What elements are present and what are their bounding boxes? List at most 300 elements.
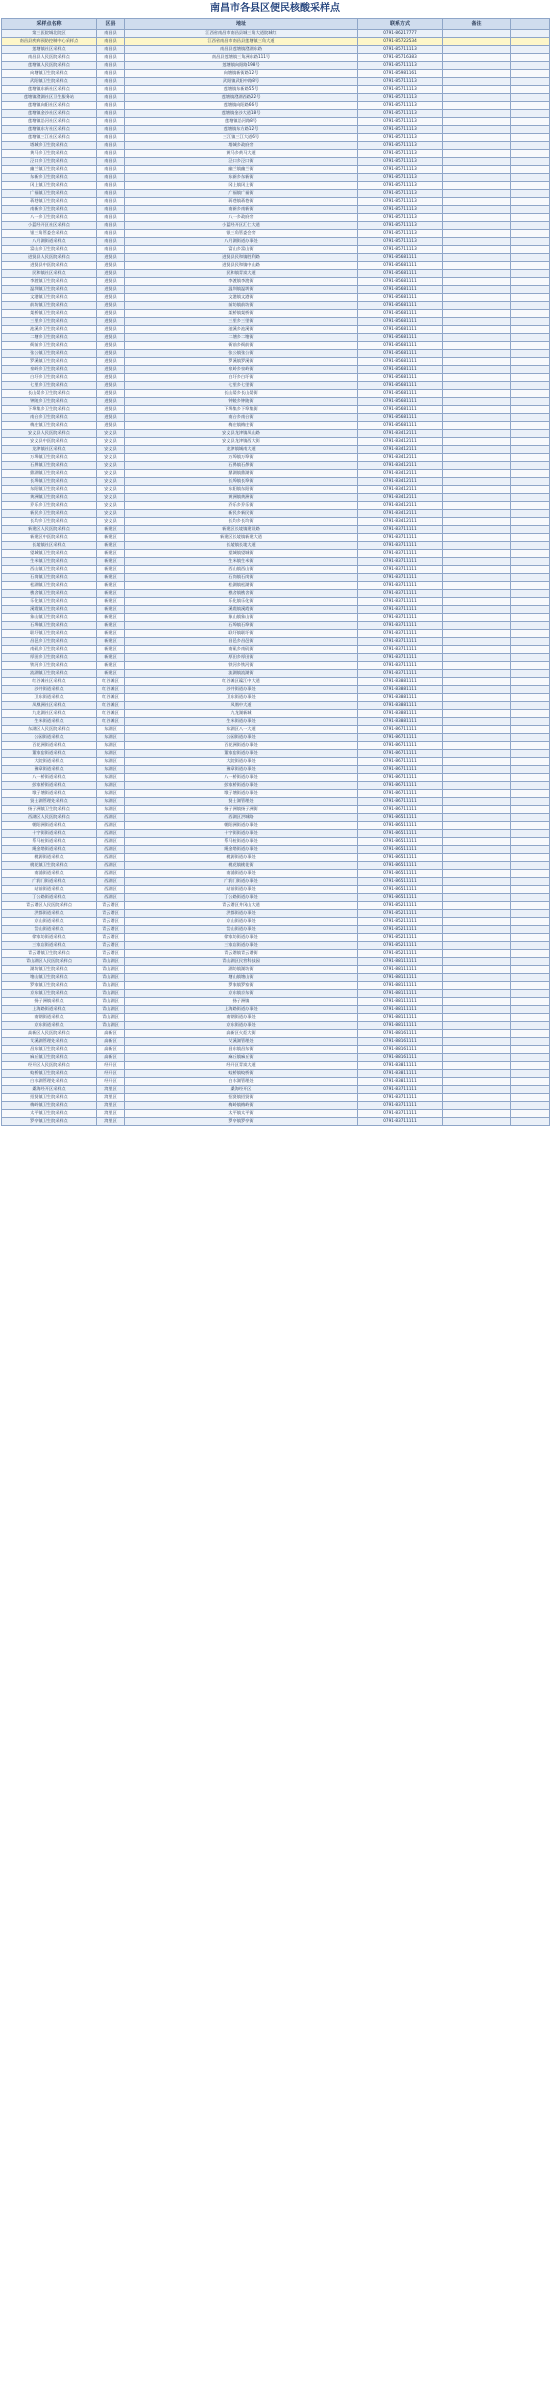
contact-cell: 0791-88111111 [358, 990, 443, 998]
address-cell: 莲塘镇东新路55号 [125, 86, 358, 94]
table-row [2, 286, 550, 294]
note-cell [443, 726, 511, 734]
site-name-cell: 绳金塔街道采样点 [2, 846, 97, 854]
contact-cell: 0791-85681111 [358, 310, 443, 318]
address-cell: 向塘镇新街路12号 [125, 70, 358, 78]
table-row [2, 1022, 550, 1030]
table-row [2, 662, 550, 670]
table-row [2, 878, 550, 886]
address-cell: 联圩镇联圩街 [125, 630, 358, 638]
district-cell: 南昌县 [97, 238, 125, 246]
table-row [2, 566, 550, 574]
table-row [2, 1006, 550, 1014]
table-header-row [2, 19, 550, 30]
contact-cell: 0791-86711111 [358, 766, 443, 774]
extra-cell [511, 926, 550, 934]
note-cell [443, 990, 511, 998]
address-cell: 太平镇太平街 [125, 1110, 358, 1118]
address-cell: 西湖区洪城路 [125, 814, 358, 822]
table-row [2, 1094, 550, 1102]
extra-cell [511, 102, 550, 110]
district-cell: 湾里区 [97, 1118, 125, 1126]
site-name-cell: 卫东街道采样点 [2, 694, 97, 702]
extra-cell [511, 286, 550, 294]
address-cell: 二塘乡二塘街 [125, 334, 358, 342]
note-cell [443, 310, 511, 318]
note-cell [443, 486, 511, 494]
address-cell: 岱山街道办事处 [125, 926, 358, 934]
extra-cell [511, 886, 550, 894]
contact-cell: 0791-86711111 [358, 806, 443, 814]
note-cell [443, 46, 511, 54]
address-cell: 江西省南昌市南昌县城三角大道院城红 [125, 30, 358, 38]
note-cell [443, 62, 511, 70]
contact-cell: 0791-85711113 [358, 246, 443, 254]
district-cell: 新建区 [97, 670, 125, 678]
extra-cell [511, 1086, 550, 1094]
district-cell: 新建区 [97, 550, 125, 558]
extra-cell [511, 1110, 550, 1118]
table-row [2, 334, 550, 342]
district-cell: 高新区 [97, 1054, 125, 1062]
district-cell: 东湖区 [97, 726, 125, 734]
note-cell [443, 870, 511, 878]
address-cell: 乐化镇乐化街 [125, 598, 358, 606]
extra-cell [511, 838, 550, 846]
extra-cell [511, 566, 550, 574]
extra-cell [511, 654, 550, 662]
extra-cell [511, 526, 550, 534]
district-cell: 进贤县 [97, 334, 125, 342]
site-name-cell: 望城镇卫生院采样点 [2, 550, 97, 558]
address-cell: 溪霞镇溪霞街 [125, 606, 358, 614]
contact-cell: 0791-83811111 [358, 1078, 443, 1086]
note-cell [443, 1086, 511, 1094]
address-cell: 南新乡南新街 [125, 206, 358, 214]
address-cell: 九龙湖新城 [125, 710, 358, 718]
site-name-cell: 徐家坊街道采样点 [2, 934, 97, 942]
address-cell: 南台乡南台街 [125, 414, 358, 422]
address-cell: 董家窑街道办事处 [125, 750, 358, 758]
note-cell [443, 262, 511, 270]
site-name-cell: 高新区人民医院采样点 [2, 1030, 97, 1038]
table-row [2, 78, 550, 86]
address-cell: 黄洲镇黄洲街 [125, 494, 358, 502]
extra-cell [511, 1062, 550, 1070]
contact-cell: 0791-85681111 [358, 350, 443, 358]
note-cell [443, 286, 511, 294]
note-cell [443, 1118, 511, 1126]
contact-cell: 0791-83412111 [358, 486, 443, 494]
site-name-cell: 上海路街道采样点 [2, 1006, 97, 1014]
address-cell: 生米镇生米街 [125, 558, 358, 566]
extra-cell [511, 710, 550, 718]
district-cell: 新建区 [97, 542, 125, 550]
extra-cell [511, 966, 550, 974]
site-name-cell: 丁公路街道采样点 [2, 894, 97, 902]
district-cell: 安义县 [97, 494, 125, 502]
address-cell: 进贤县民和镇胜利路 [125, 254, 358, 262]
extra-cell [511, 1118, 550, 1126]
extra-cell [511, 574, 550, 582]
contact-cell: 0791-86711111 [358, 798, 443, 806]
note-cell [443, 1046, 511, 1054]
table-row [2, 278, 550, 286]
table-row [2, 718, 550, 726]
extra-cell [511, 742, 550, 750]
note-cell [443, 630, 511, 638]
note-cell [443, 70, 511, 78]
address-cell: 钟陵乡钟陵街 [125, 398, 358, 406]
address-cell: 百花洲街道办事处 [125, 742, 358, 750]
district-cell: 南昌县 [97, 230, 125, 238]
site-name-cell: 第三医院城北院区 [2, 30, 97, 38]
address-cell: 京山街道办事处 [125, 918, 358, 926]
table-row [2, 494, 550, 502]
contact-cell: 0791-83412111 [358, 430, 443, 438]
address-cell: 白圩乡白圩街 [125, 374, 358, 382]
district-cell: 南昌县 [97, 126, 125, 134]
note-cell [443, 102, 511, 110]
table-row [2, 958, 550, 966]
site-name-cell: 溪霞镇卫生院采样点 [2, 606, 97, 614]
extra-cell [511, 1006, 550, 1014]
site-name-cell: 池溪乡卫生院采样点 [2, 326, 97, 334]
address-cell: 长埠镇长埠街 [125, 478, 358, 486]
district-cell: 进贤县 [97, 270, 125, 278]
site-name-cell: 湖坊镇卫生院采样点 [2, 966, 97, 974]
contact-cell: 0791-86511111 [358, 862, 443, 870]
address-cell: 南昌县莲塘镇澄湖东路 [125, 46, 358, 54]
address-cell: 三江镇三江大道6号 [125, 134, 358, 142]
district-cell: 东湖区 [97, 750, 125, 758]
table-row [2, 814, 550, 822]
table-row [2, 950, 550, 958]
site-name-cell: 京东街道采样点 [2, 1022, 97, 1030]
table-row [2, 62, 550, 70]
table-row [2, 1030, 550, 1038]
contact-cell: 0791-83881111 [358, 710, 443, 718]
address-cell: 桃花镇桃花街 [125, 862, 358, 870]
note-cell [443, 958, 511, 966]
site-name-cell: 松湖镇卫生院采样点 [2, 582, 97, 590]
district-cell: 安义县 [97, 486, 125, 494]
site-name-cell: 青云谱镇卫生院采样点 [2, 950, 97, 958]
site-name-cell: 向塘镇卫生院采样点 [2, 70, 97, 78]
district-cell: 进贤县 [97, 294, 125, 302]
note-cell [443, 966, 511, 974]
table-body [2, 30, 550, 1126]
address-cell: 莲塘镇澄湖西路22号 [125, 94, 358, 102]
table-row [2, 70, 550, 78]
site-name-cell: 南钢街道采样点 [2, 1014, 97, 1022]
note-cell [443, 350, 511, 358]
extra-cell [511, 950, 550, 958]
site-name-cell: 公园街道采样点 [2, 734, 97, 742]
district-cell: 红谷滩区 [97, 678, 125, 686]
address-cell: 望城镇望城街 [125, 550, 358, 558]
address-cell: 武阳镇武阳中路8号 [125, 78, 358, 86]
note-cell [443, 366, 511, 374]
note-cell [443, 222, 511, 230]
site-name-cell: 冈上镇卫生院采样点 [2, 182, 97, 190]
table-row [2, 422, 550, 430]
site-name-cell: 莲塘镇澄湖社区卫生服务站 [2, 94, 97, 102]
site-name-cell: 莲塘镇社区采样点 [2, 46, 97, 54]
extra-cell [511, 350, 550, 358]
district-cell: 南昌县 [97, 70, 125, 78]
table-row [2, 166, 550, 174]
district-cell: 西湖区 [97, 838, 125, 846]
table-row [2, 782, 550, 790]
address-cell: 樵舍镇樵舍街 [125, 590, 358, 598]
note-cell [443, 470, 511, 478]
extra-cell [511, 830, 550, 838]
extra-cell [511, 814, 550, 822]
contact-cell: 0791-83412111 [358, 478, 443, 486]
site-name-cell: 莲塘镇东方社区采样点 [2, 126, 97, 134]
table-row [2, 182, 550, 190]
contact-cell: 0791-85711113 [358, 158, 443, 166]
table-row [2, 462, 550, 470]
contact-cell: 0791-83711111 [358, 590, 443, 598]
site-name-cell: 京山街道采样点 [2, 918, 97, 926]
site-name-cell: 厚田乡卫生院采样点 [2, 654, 97, 662]
district-cell: 南昌县 [97, 214, 125, 222]
contact-cell: 0791-85681111 [358, 342, 443, 350]
note-cell [443, 254, 511, 262]
district-cell: 青山湖区 [97, 1006, 125, 1014]
contact-cell: 0791-85722534 [358, 38, 443, 46]
extra-cell [511, 374, 550, 382]
address-cell: 黄马乡黄马大道 [125, 150, 358, 158]
address-cell: 铁河乡铁河街 [125, 662, 358, 670]
contact-cell: 0791-85711113 [358, 166, 443, 174]
contact-cell: 0791-85681111 [358, 294, 443, 302]
site-name-cell: 昌东镇卫生院采样点 [2, 1046, 97, 1054]
extra-cell [511, 1030, 550, 1038]
site-name-cell: 长埠镇卫生院采样点 [2, 478, 97, 486]
address-cell: 大院街道办事处 [125, 758, 358, 766]
district-cell: 进贤县 [97, 406, 125, 414]
district-cell: 新建区 [97, 606, 125, 614]
table-row [2, 190, 550, 198]
contact-cell: 0791-85211111 [358, 910, 443, 918]
note-cell [443, 622, 511, 630]
page-title: 南昌市各县区便民核酸采样点 [210, 3, 340, 14]
district-cell: 西湖区 [97, 878, 125, 886]
table-row [2, 638, 550, 646]
table-row [2, 102, 550, 110]
district-cell: 新建区 [97, 558, 125, 566]
extra-cell [511, 542, 550, 550]
site-name-cell: 贤士湖管理处采样点 [2, 798, 97, 806]
address-cell: 八月湖街道办事处 [125, 238, 358, 246]
note-cell [443, 438, 511, 446]
district-cell: 进贤县 [97, 358, 125, 366]
extra-cell [511, 150, 550, 158]
address-cell: 塔城乡政府旁 [125, 142, 358, 150]
contact-cell: 0791-85711113 [358, 102, 443, 110]
table-row [2, 622, 550, 630]
extra-cell [511, 734, 550, 742]
district-cell: 西湖区 [97, 894, 125, 902]
contact-cell: 0791-83711111 [358, 1102, 443, 1110]
table-row [2, 758, 550, 766]
address-cell: 朝阳洲街道办事处 [125, 822, 358, 830]
site-name-cell: 安义县中医院采样点 [2, 438, 97, 446]
table-row [2, 974, 550, 982]
district-cell: 安义县 [97, 470, 125, 478]
note-cell [443, 534, 511, 542]
table-row [2, 46, 550, 54]
table-row [2, 54, 550, 62]
site-name-cell: 下埠集乡卫生院采样点 [2, 406, 97, 414]
district-cell: 新建区 [97, 534, 125, 542]
site-name-cell: 梅岭镇卫生院采样点 [2, 1102, 97, 1110]
site-name-cell: 八月湖街道采样点 [2, 238, 97, 246]
site-name-cell: 彭家桥街道采样点 [2, 782, 97, 790]
district-cell: 进贤县 [97, 326, 125, 334]
note-cell [443, 782, 511, 790]
extra-cell [511, 782, 550, 790]
note-cell [443, 1110, 511, 1118]
district-cell: 青云谱区 [97, 934, 125, 942]
site-name-cell: 太平镇卫生院采样点 [2, 1110, 97, 1118]
address-cell: 公园街道办事处 [125, 734, 358, 742]
contact-cell: 0791-83711111 [358, 614, 443, 622]
site-name-cell: 生米街道采样点 [2, 718, 97, 726]
extra-cell [511, 846, 550, 854]
address-cell: 文港镇文港街 [125, 294, 358, 302]
contact-cell: 0791-88161111 [358, 1038, 443, 1046]
address-cell: 八一桥街道办事处 [125, 774, 358, 782]
site-name-cell: 系马桩街道采样点 [2, 838, 97, 846]
district-cell: 经开区 [97, 1070, 125, 1078]
extra-cell [511, 270, 550, 278]
district-cell: 进贤县 [97, 278, 125, 286]
extra-cell [511, 582, 550, 590]
note-cell [443, 1094, 511, 1102]
column-header: 区县 [97, 19, 125, 30]
district-cell: 青山湖区 [97, 974, 125, 982]
site-name-cell: 十字街街道采样点 [2, 830, 97, 838]
table-row [2, 854, 550, 862]
site-name-cell: 富山乡卫生院采样点 [2, 246, 97, 254]
district-cell: 湾里区 [97, 1110, 125, 1118]
address-cell: 石岗镇石岗街 [125, 574, 358, 582]
table-row [2, 1054, 550, 1062]
extra-cell [511, 78, 550, 86]
district-cell: 安义县 [97, 462, 125, 470]
table-row [2, 822, 550, 830]
site-name-cell: 万埠镇卫生院采样点 [2, 454, 97, 462]
district-cell: 安义县 [97, 510, 125, 518]
site-name-cell: 朝阳洲街道采样点 [2, 822, 97, 830]
table-row [2, 582, 550, 590]
address-cell: 长堎镇长堎大道 [125, 542, 358, 550]
note-cell [443, 1054, 511, 1062]
site-name-cell: 白水湖管理处采样点 [2, 1078, 97, 1086]
table-row [2, 502, 550, 510]
district-cell: 安义县 [97, 518, 125, 526]
note-cell [443, 910, 511, 918]
contact-cell: 0791-83412111 [358, 454, 443, 462]
site-name-cell: 武阳镇卫生院采样点 [2, 78, 97, 86]
address-cell: 三里乡三里街 [125, 318, 358, 326]
contact-cell: 0791-85681111 [358, 334, 443, 342]
table-row [2, 990, 550, 998]
contact-cell: 0791-88111111 [358, 998, 443, 1006]
site-name-cell: 罗家镇卫生院采样点 [2, 982, 97, 990]
contact-cell: 0791-85681111 [358, 382, 443, 390]
extra-cell [511, 558, 550, 566]
contact-cell: 0791-85711113 [358, 86, 443, 94]
contact-cell: 0791-83412111 [358, 510, 443, 518]
table-row [2, 470, 550, 478]
district-cell: 安义县 [97, 446, 125, 454]
address-cell: 系马桩街道办事处 [125, 838, 358, 846]
contact-cell: 0791-85711113 [358, 238, 443, 246]
contact-cell: 0791-88161111 [358, 1046, 443, 1054]
contact-cell: 0791-83711111 [358, 1094, 443, 1102]
site-name-cell: 广福镇卫生院采样点 [2, 190, 97, 198]
contact-cell: 0791-83711111 [358, 582, 443, 590]
table-row [2, 1086, 550, 1094]
table-row [2, 910, 550, 918]
note-cell [443, 838, 511, 846]
address-cell: 青云谱区井冈山大道 [125, 902, 358, 910]
site-name-cell: 幽兰镇卫生院采样点 [2, 166, 97, 174]
site-name-cell: 墩子塘街道采样点 [2, 790, 97, 798]
contact-cell: 0791-86711111 [358, 726, 443, 734]
contact-cell: 0791-86511111 [358, 878, 443, 886]
district-cell: 南昌县 [97, 30, 125, 38]
contact-cell: 0791-85681111 [358, 326, 443, 334]
contact-cell: 0791-85211111 [358, 950, 443, 958]
site-name-cell: 莲塘镇沿河社区采样点 [2, 118, 97, 126]
contact-cell: 0791-85711113 [358, 174, 443, 182]
address-cell: 桃源街道办事处 [125, 854, 358, 862]
address-cell: 民和镇青岚大道 [125, 270, 358, 278]
extra-cell [511, 1022, 550, 1030]
extra-cell [511, 1102, 550, 1110]
note-cell [443, 158, 511, 166]
note-cell [443, 566, 511, 574]
note-cell [443, 118, 511, 126]
note-cell [443, 926, 511, 934]
extra-cell [511, 326, 550, 334]
table-row [2, 694, 550, 702]
contact-cell: 0791-88111111 [358, 958, 443, 966]
note-cell [443, 318, 511, 326]
address-cell: 扬子洲镇 [125, 998, 358, 1006]
extra-cell [511, 446, 550, 454]
district-cell: 南昌县 [97, 198, 125, 206]
extra-cell [511, 606, 550, 614]
site-name-cell: 鼎湖镇卫生院采样点 [2, 470, 97, 478]
site-name-cell: 黄洲镇卫生院采样点 [2, 494, 97, 502]
district-cell: 经开区 [97, 1062, 125, 1070]
district-cell: 新建区 [97, 590, 125, 598]
table-row [2, 302, 550, 310]
extra-cell [511, 70, 550, 78]
district-cell: 新建区 [97, 598, 125, 606]
address-cell: 经开区青岚大道 [125, 1062, 358, 1070]
contact-cell: 0791-83412111 [358, 438, 443, 446]
table-row [2, 670, 550, 678]
site-name-cell: 麻丘镇卫生院采样点 [2, 1054, 97, 1062]
